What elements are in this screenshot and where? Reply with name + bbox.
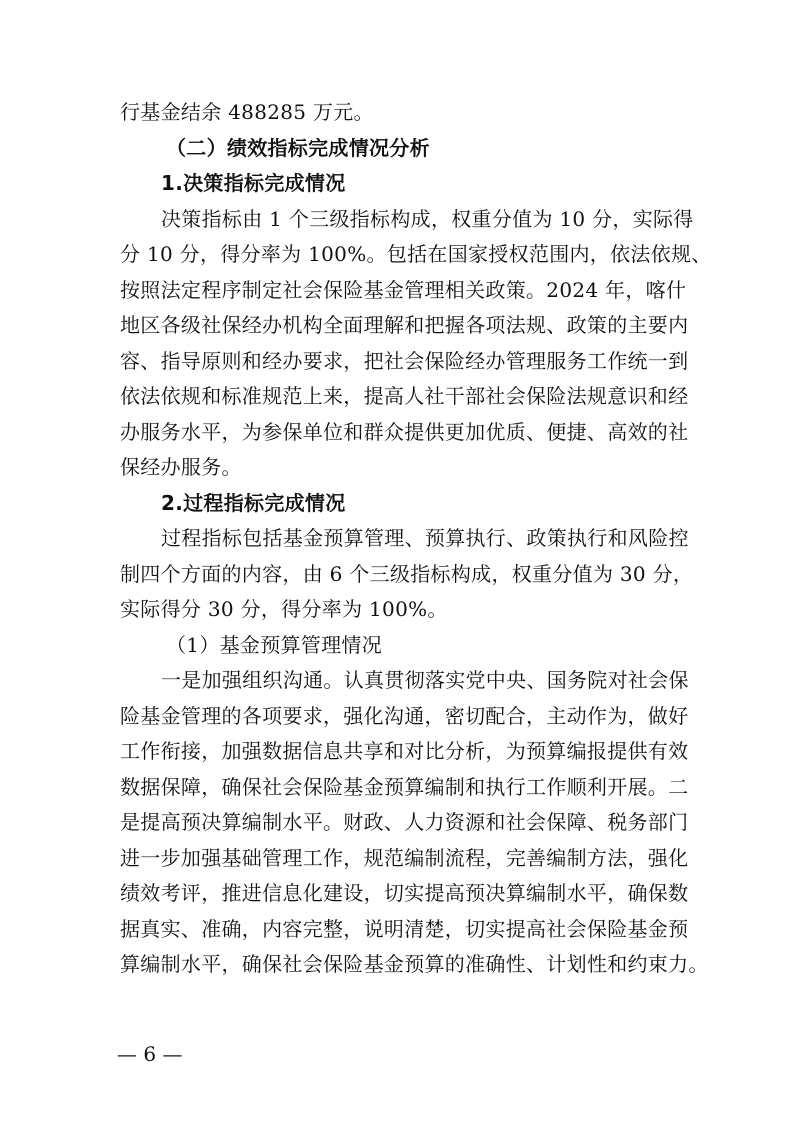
text-line: 一是加强组织沟通。认真贯彻落实党中央、国务院对社会保 bbox=[161, 668, 689, 692]
text-line: 行基金结余 488285 万元。 bbox=[120, 100, 374, 124]
text-line: 制四个方面的内容，由 6 个三级指标构成，权重分值为 30 分， bbox=[120, 561, 694, 586]
text-line: 进一步加强基础管理工作，规范编制流程，完善编制方法，强化 bbox=[120, 845, 689, 870]
text-line: 容、指导原则和经办要求，把社会保险经办管理服务工作统一到 bbox=[120, 348, 689, 373]
text-line: 险基金管理的各项要求，强化沟通，密切配合，主动作为，做好 bbox=[120, 703, 689, 728]
text-line: 实际得分 30 分，得分率为 100%。 bbox=[120, 597, 448, 621]
text-line: 数据保障，确保社会保险基金预算编制和执行工作顺利开展。二 bbox=[120, 774, 689, 799]
document-body bbox=[120, 95, 712, 983]
text-line: 保经办服务。 bbox=[120, 455, 242, 479]
text-line: 据真实、准确，内容完整，说明清楚，切实提高社会保险基金预 bbox=[120, 916, 689, 941]
subsection-heading: 1.决策指标完成情况 bbox=[161, 171, 346, 195]
text-line: 地区各级社保经办机构全面理解和把握各项法规、政策的主要内 bbox=[120, 313, 689, 337]
text-line: 决策指标由 1 个三级指标构成，权重分值为 10 分，实际得 bbox=[161, 206, 694, 231]
text-line: 绩效考评，推进信息化建设，切实提高预决算编制水平，确保数 bbox=[120, 881, 689, 905]
text-line: 依法依规和标准规范上来，提高人社干部社会保险法规意识和经 bbox=[120, 384, 689, 408]
text-line: 按照法定程序制定社会保险基金管理相关政策。2024 年，喀什 bbox=[120, 277, 687, 302]
section-heading: （二）绩效指标完成情况分析 bbox=[166, 135, 430, 160]
text-line: 是提高预决算编制水平。财政、人力资源和社会保障、税务部门 bbox=[120, 810, 689, 834]
text-line: 办服务水平，为参保单位和群众提供更加优质、便捷、高效的社 bbox=[120, 419, 689, 444]
text-line: 过程指标包括基金预算管理、预算执行、政策执行和风险控 bbox=[161, 526, 689, 550]
subsection-heading: 2.过程指标完成情况 bbox=[161, 490, 346, 515]
text-line: 工作衔接，加强数据信息共享和对比分析，为预算编报提供有效 bbox=[120, 739, 689, 763]
text-line: 分 10 分，得分率为 100%。包括在国家授权范围内，依法依规、 bbox=[120, 242, 712, 266]
text-line: 算编制水平，确保社会保险基金预算的准确性、计划性和约束力。 bbox=[120, 952, 709, 976]
page-number: — 6 — bbox=[117, 1042, 183, 1066]
item-heading: （1）基金预算管理情况 bbox=[166, 632, 383, 657]
